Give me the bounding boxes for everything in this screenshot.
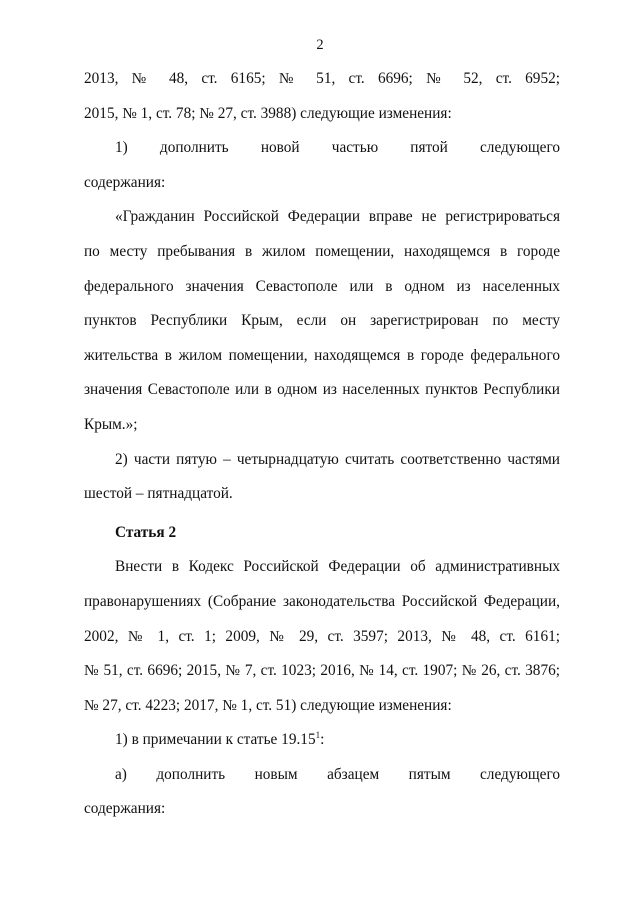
- quote-line: значения Севастополе или в одном из населенных пунктов Республики: [84, 381, 560, 399]
- paragraph-line: шестой – пятнадцатой.: [84, 485, 233, 503]
- paragraph-line: 1) дополнить новой частью пятой следующего: [115, 139, 560, 157]
- paragraph-line: содержания:: [84, 173, 166, 191]
- paragraph-line: 2) части пятую – четырнадцатую считать соответственно частями: [115, 450, 560, 468]
- article-line: правонарушениях (Собрание законодательства Российской Федерации,: [84, 592, 560, 610]
- quote-line: федерального значения Севастополе или в одном из населенных: [84, 277, 560, 295]
- quote-line: пунктов Республики Крым, если он зарегистрирован по месту: [84, 312, 560, 330]
- body-text: [84, 62, 560, 827]
- list-item-1-text: 1) в примечании к статье 19.15: [115, 731, 316, 749]
- article-line: 2002, № 1, ст. 1; 2009, № 29, ст. 3597; 2013, № 48, ст. 6161;: [84, 627, 560, 645]
- quote-line: «Гражданин Российской Федерации вправе не регистрироваться: [115, 208, 560, 226]
- paragraph-line: 2013, № 48, ст. 6165; № 51, ст. 6696; № 52, ст. 6952;: [84, 70, 560, 87]
- article-line: № 51, ст. 6696; 2015, № 7, ст. 1023; 2016, № 14, ст. 1907; № 26, ст. 3876;: [84, 662, 560, 680]
- list-item-1: [84, 723, 560, 758]
- page-number: 2: [316, 37, 324, 53]
- superscript: 1: [315, 730, 321, 741]
- article-line: № 27, ст. 4223; 2017, № 1, ст. 51) следующие изменения:: [84, 696, 452, 714]
- paragraph-line: содержания:: [84, 800, 166, 818]
- list-item-1-colon: :: [320, 731, 325, 749]
- quote-line: по месту пребывания в жилом помещении, находящемся в городе: [84, 242, 560, 260]
- list-item-a: а) дополнить новым абзацем пятым следующего: [115, 765, 560, 783]
- article-heading: Статья 2: [115, 523, 177, 541]
- quote-line: Крым.»;: [84, 415, 138, 433]
- quote-line: жительства в жилом помещении, находящемся в городе федерального: [84, 346, 560, 364]
- article-line: Внести в Кодекс Российской Федерации об административных: [115, 558, 560, 576]
- paragraph-line: 2015, № 1, ст. 78; № 27, ст. 3988) следующие изменения:: [84, 104, 452, 122]
